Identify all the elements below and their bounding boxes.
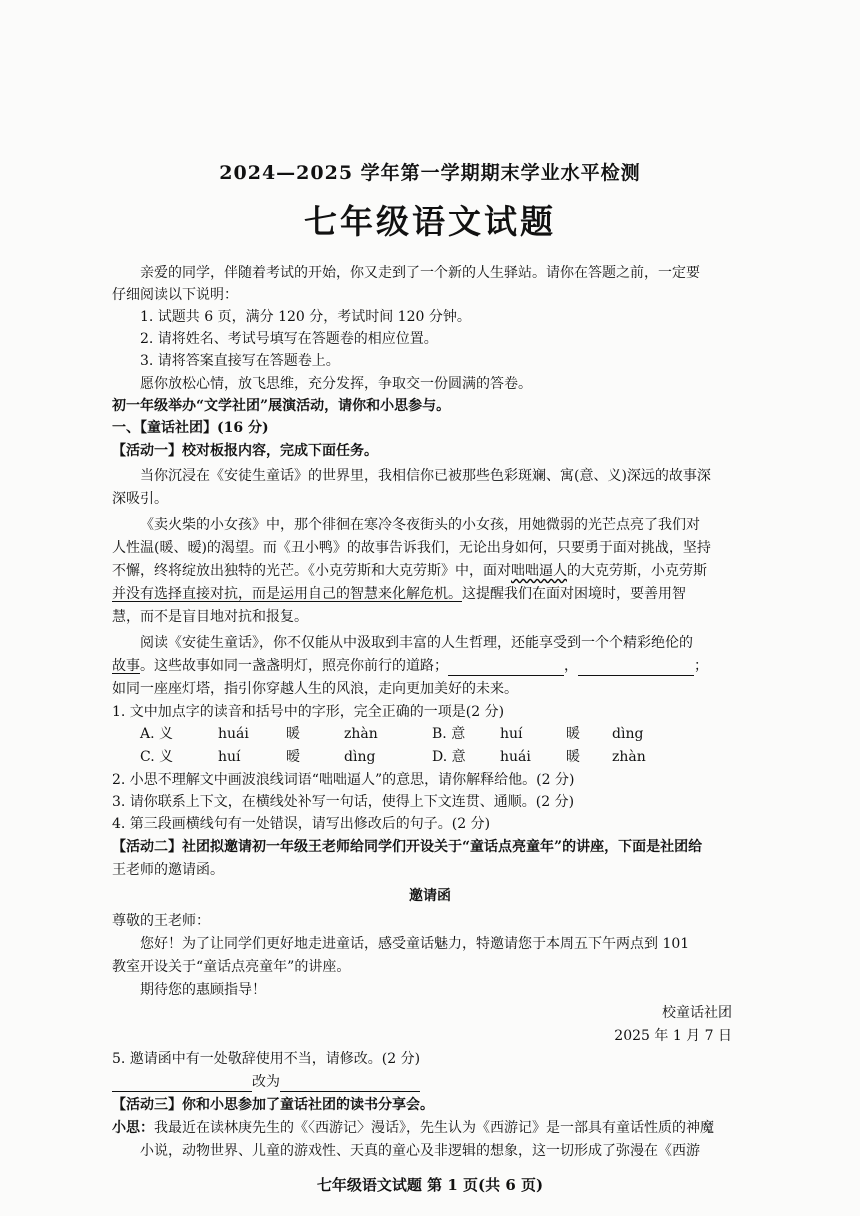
option-pinyin: zhàn: [344, 726, 378, 742]
underlined-sentence: 故事: [112, 658, 140, 674]
para3-line: 故事。这些故事如同一盏盏明灯，照亮你前行的道路； ， ；: [112, 658, 708, 674]
para2-text: 不懈，终将绽放出独特的光芒。《小克劳斯和大克劳斯》中，面对: [112, 563, 511, 579]
option-d[interactable]: [432, 747, 466, 767]
exam-title: 2024—2025 学年第一学期期末学业水平检测: [219, 162, 641, 184]
option-b[interactable]: [432, 724, 465, 744]
para2-line: 慧，而不是盲目地对抗和报复。: [112, 609, 308, 625]
option-label: A. 义: [140, 726, 174, 742]
question-3: 3. 请你联系上下文，在横线处补写一句话，使得上下文连贯、通顺。(2 分): [112, 794, 575, 810]
option-pinyin: huái: [218, 726, 249, 742]
para2-text: 的大克劳斯，小克劳斯: [567, 563, 707, 579]
option-char: 暖: [566, 749, 580, 765]
intro-greeting-cont: 仔细阅读以下说明：: [112, 287, 238, 303]
option-label: C. 义: [140, 749, 174, 765]
exam-theme: 初一年级举办“文学社团”展演活动，请你和小思参与。: [112, 398, 451, 414]
option-pinyin: dìng: [344, 749, 376, 765]
question-4: 4. 第三段画横线句有一处错误，请写出修改后的句子。(2 分): [112, 816, 491, 832]
section-heading: 一、【童话社团】(16 分): [112, 420, 269, 436]
letter-title: 邀请函: [409, 888, 451, 904]
para2-line: [112, 584, 686, 604]
question-2: 2. 小思不理解文中画波浪线词语“咄咄逼人”的意思，请你解释给他。(2 分): [112, 772, 575, 788]
rule-item: 2. 请将姓名、考试号填写在答题卷的相应位置。: [140, 331, 438, 347]
para2-line: [112, 561, 707, 581]
letter-date: 2025 年 1 月 7 日: [614, 1028, 732, 1044]
option-pinyin: huí: [218, 749, 241, 765]
option-pinyin: zhàn: [612, 749, 646, 765]
intro-greeting: 亲爱的同学，伴随着考试的开始，你又走到了一个新的人生驿站。请你在答题之前，一定要: [140, 265, 700, 281]
answer-blank[interactable]: [448, 675, 564, 676]
option-char: 暧: [286, 749, 300, 765]
letter-body: 期待您的惠顾指导！: [140, 982, 266, 998]
para3-text: 。这些故事如同一盏盏明灯，照亮你前行的道路；: [140, 658, 448, 674]
activity2-text: 王老师的邀请函。: [112, 862, 224, 878]
answer-blank[interactable]: [280, 1091, 420, 1092]
answer-blank[interactable]: [578, 675, 694, 676]
activity3-speech: 小说，动物世界、儿童的游戏性、天真的童心及非逻辑的想象，这一切形成了弥漫在《西游: [140, 1143, 700, 1159]
activity3-speech: [112, 1118, 714, 1138]
para3-line: 如同一座座灯塔，指引你穿越人生的风浪，走向更加美好的未来。: [112, 681, 518, 697]
letter-body: 您好！为了让同学们更好地走进童话，感受童话魅力，特邀请您于本周五下午两点到 101: [140, 936, 690, 952]
rule-item: 1. 试题共 6 页，满分 120 分，考试时间 120 分钟。: [140, 309, 471, 325]
letter-salutation: 尊敬的王老师：: [112, 913, 210, 929]
option-char: 暖: [286, 726, 300, 742]
question-5-answer-line: [112, 1072, 420, 1092]
para3-line: 阅读《安徒生童话》，你不仅能从中汲取到丰富的人生哲理，还能享受到一个个精彩绝伦的: [140, 635, 693, 651]
option-label: D. 意: [432, 749, 466, 765]
activity3-heading: 【活动三】你和小思参加了童话社团的读书分享会。: [112, 1097, 434, 1113]
letter-body: 教室开设关于“童话点亮童年”的讲座。: [112, 959, 351, 975]
question-1: 1. 文中加点字的读音和括号中的字形，完全正确的一项是(2 分): [112, 704, 505, 720]
intro-closing: 愿你放松心情，放飞思维，充分发挥，争取交一份圆满的答卷。: [140, 376, 532, 392]
para1-line: 深吸引。: [112, 491, 168, 507]
option-a[interactable]: [140, 724, 173, 744]
speaker-label: 小思：: [112, 1120, 154, 1136]
para2-line: 人性温(暖、暧)的渴望。而《丑小鸭》的故事告诉我们，无论出身如何，只要勇于面对挑战，坚持: [112, 540, 711, 556]
answer-blank[interactable]: [112, 1091, 252, 1092]
option-pinyin: huí: [500, 726, 523, 742]
option-pinyin: huái: [500, 749, 531, 765]
option-pinyin: dìng: [612, 726, 644, 742]
subject-title: 七年级语文试题: [304, 202, 556, 241]
activity1-heading: 【活动一】校对板报内容，完成下面任务。: [112, 443, 378, 459]
speech-text: 我最近在读林庚先生的《〈西游记〉漫话》，先生认为《西游记》是一部具有童话性质的神魔: [154, 1120, 714, 1136]
change-to-label: 改为: [252, 1074, 280, 1090]
question-5: 5. 邀请函中有一处敬辞使用不当，请修改。(2 分): [112, 1051, 421, 1067]
rule-item: 3. 请将答案直接写在答题卷上。: [140, 353, 340, 369]
page-footer: 七年级语文试题 第 1 页(共 6 页): [316, 1176, 544, 1194]
para2-text: 这提醒我们在面对困境时，要善用智: [462, 586, 686, 602]
para2-line: 《卖火柴的小女孩》中，那个徘徊在寒冷冬夜街头的小女孩，用她微弱的光芒点亮了我们对: [140, 517, 700, 533]
option-char: 暖: [566, 726, 580, 742]
wavy-underlined-phrase: 咄咄逼人: [511, 563, 567, 579]
option-c[interactable]: [140, 747, 173, 767]
letter-signature: 校童话社团: [662, 1005, 732, 1021]
underlined-sentence: 并没有选择直接对抗，而是运用自己的智慧来化解危机。: [112, 586, 462, 602]
para1-line: 当你沉浸在《安徒生童话》的世界里，我相信你已被那些色彩斑斓、寓(意、义)深远的故事深: [140, 468, 711, 484]
activity2-heading: 【活动二】社团拟邀请初一年级王老师给同学们开设关于“童话点亮童年”的讲座，下面是社团给: [112, 839, 703, 855]
option-label: B. 意: [432, 726, 466, 742]
